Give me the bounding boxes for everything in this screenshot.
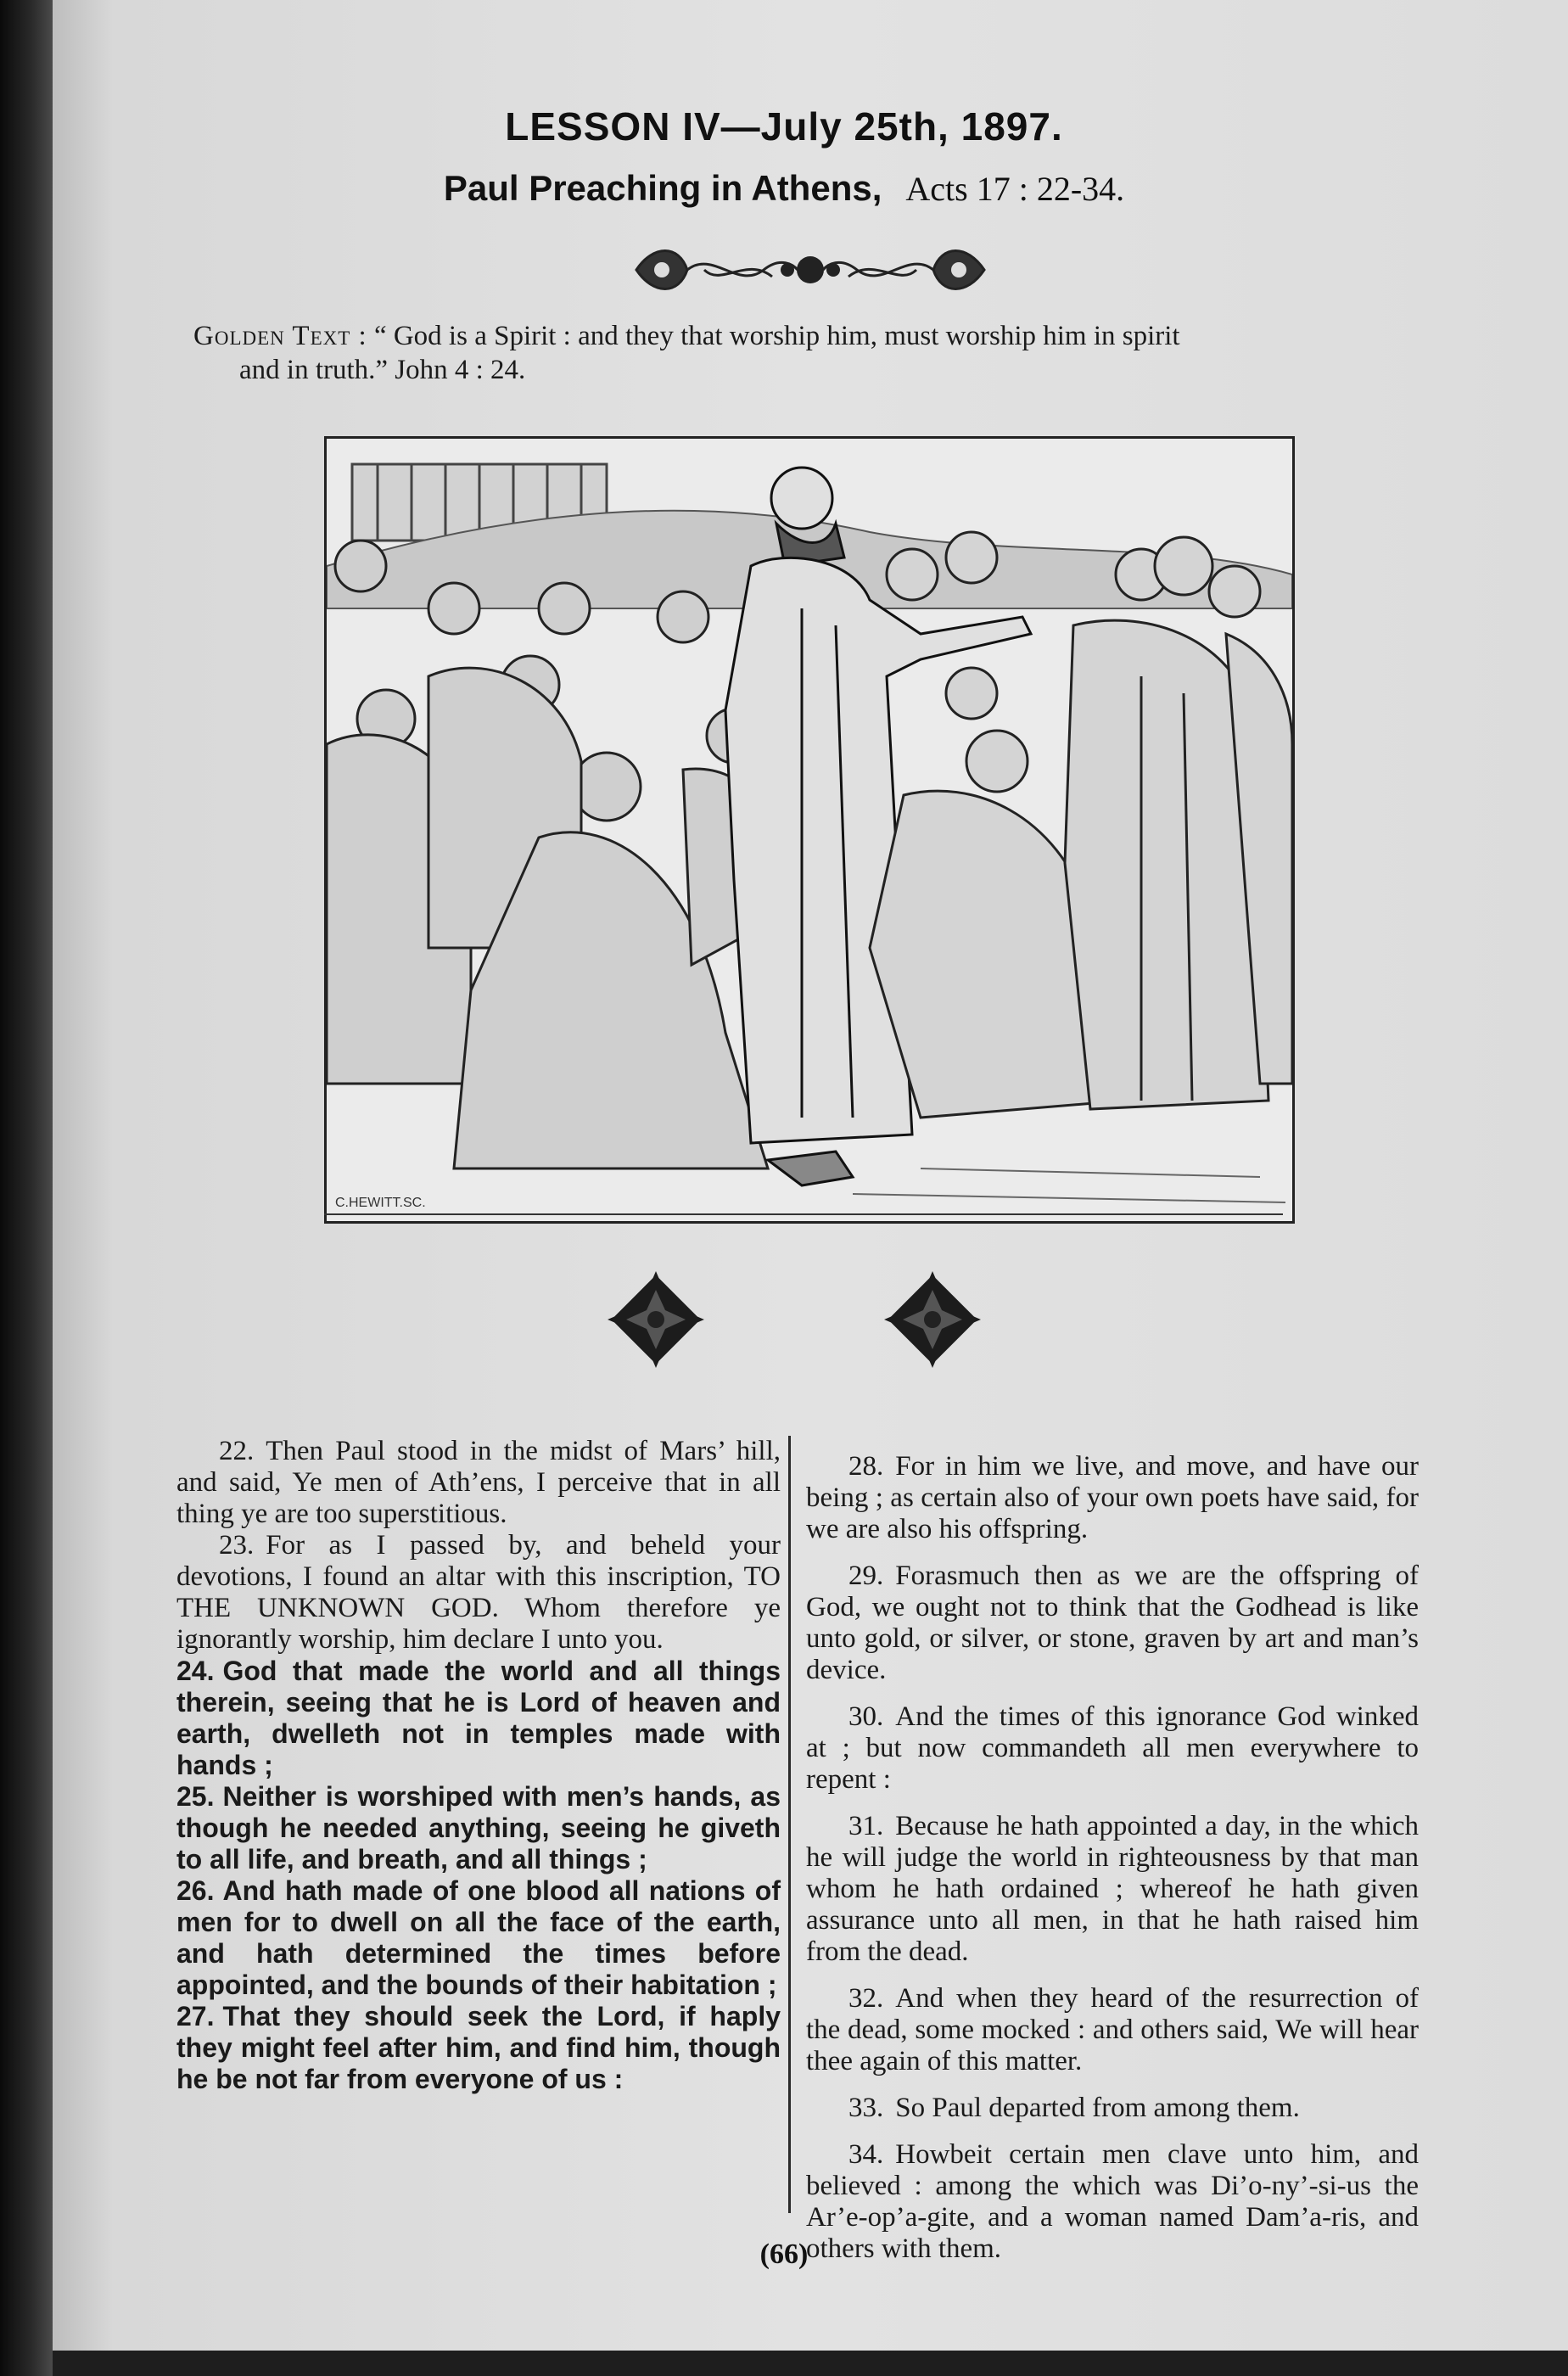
- lesson-name: Paul Preaching in Athens,: [443, 168, 882, 208]
- verse-24: 24. God that made the world and all things therein, seeing that he is Lord of heaven and earth, dwelleth not in temples made with hands ;: [176, 1656, 781, 1780]
- page-bottom-edge: [53, 2351, 1568, 2376]
- verse-34: 34. Howbeit certain men clave unto him, and believed : among the which was Di’o-ny’-si-us the Ar’e-op’a-gite, and a woman named Dam’a-ris, and others with them.: [806, 2139, 1419, 2264]
- engraving-illustration: [324, 436, 1295, 1224]
- verse-25: 25. Neither is worshiped with men’s hands, as though he needed anything, seeing he giveth to all life, and breath, and all things ;: [176, 1781, 781, 1874]
- ornament-icon: [628, 239, 993, 300]
- golden-text-line2: and in truth.” John 4 : 24.: [239, 355, 526, 385]
- verse-23: 23. For as I passed by, and beheld your devotions, I found an altar with this inscription, TO THE UNKNOWN GOD. Whom therefore ye ignorantly worship, him declare I unto you.: [176, 1530, 781, 1655]
- verse-33: 33. So Paul departed from among them.: [848, 2093, 1300, 2123]
- verses-right-column: [806, 1436, 1419, 2265]
- page-number: (66): [759, 2239, 809, 2270]
- star-ornament-icon: [882, 1269, 983, 1370]
- star-ornament-icon: [606, 1269, 706, 1370]
- verse-26: 26. And hath made of one blood all nations of men for to dwell on all the face of the earth, and hath determined the times before appointed, and the bounds of their habitation ;: [176, 1875, 781, 2000]
- scripture-reference: Acts 17 : 22-34.: [905, 170, 1125, 208]
- verse-22: 22. Then Paul stood in the midst of Mars’ hill, and said, Ye men of Ath’ens, I perceive that in all thing ye are too superstitious.: [176, 1436, 781, 1529]
- verse-31: 31. Because he hath appointed a day, in the which he will judge the world in righteousness by that man whom he hath ordained ; whereof he hath given assurance unto all men, in that he hath raised him from the dead.: [806, 1811, 1419, 1967]
- lesson-subtitle: [0, 168, 1568, 209]
- column-divider: [788, 1436, 791, 2213]
- lesson-title: LESSON IV—July 25th, 1897.: [505, 104, 1063, 148]
- golden-text-line1: “ God is a Spirit : and they that worship him, must worship him in spirit: [373, 321, 1180, 351]
- verse-28: 28. For in him we live, and move, and have our being ; as certain also of your own poets have said, for we are also his offspring.: [806, 1451, 1419, 1544]
- verses-left-column: [176, 1436, 781, 2095]
- verse-27: 27. That they should seek the Lord, if haply they might feel after him, and find him, though he be not far from everyone of us :: [176, 2001, 781, 2094]
- illustration-rule: [324, 1213, 1283, 1215]
- verse-29: 29. Forasmuch then as we are the offspring of God, we ought not to think that the Godhead is like unto gold, or silver, or stone, graven by art and man’s device.: [806, 1561, 1419, 1685]
- book-gutter: [0, 0, 53, 2376]
- verse-32: 32. And when they heard of the resurrection of the dead, some mocked : and others said, We will hear thee again of this matter.: [806, 1983, 1419, 2076]
- engraver-signature: C.HEWITT.SC.: [335, 1196, 426, 1210]
- verse-30: 30. And the times of this ignorance God winked at ; but now commandeth all men everywhere to repent :: [806, 1701, 1419, 1795]
- golden-text-label: Golden Text :: [193, 321, 367, 351]
- golden-text: [193, 319, 1424, 387]
